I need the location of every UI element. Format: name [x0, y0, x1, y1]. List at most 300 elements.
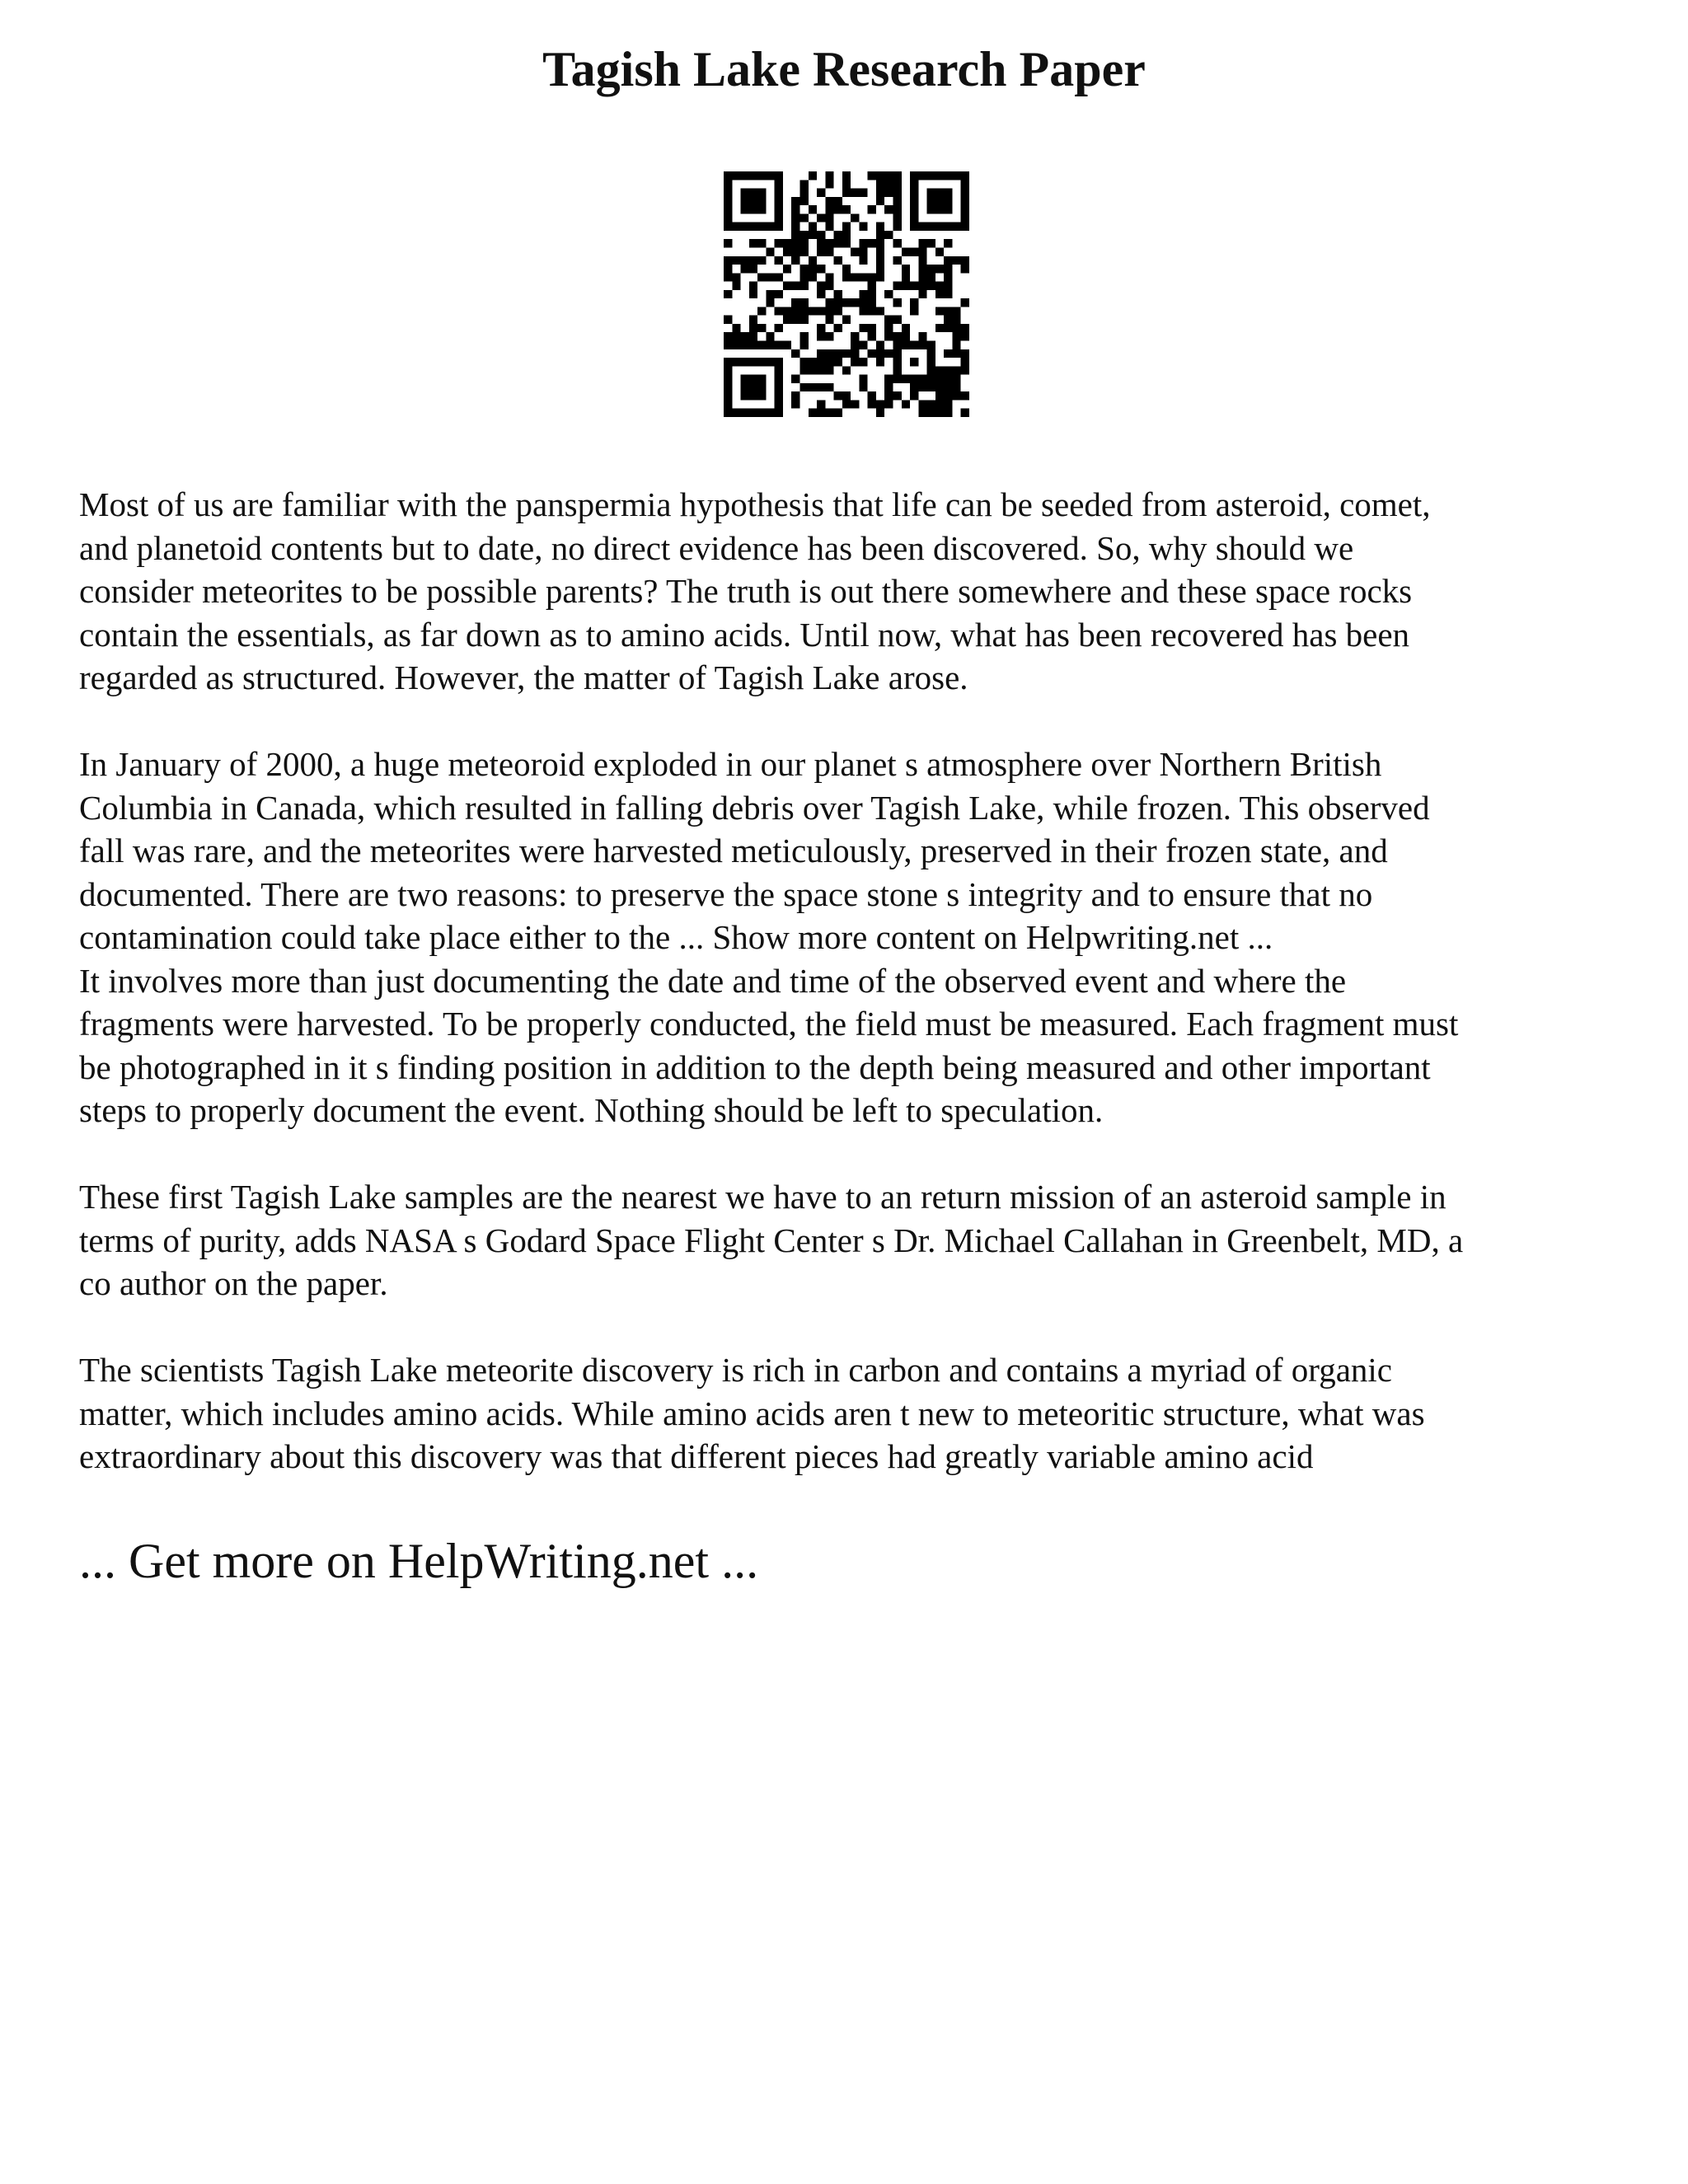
qr-module [876, 341, 884, 349]
text-line: documented. There are two reasons: to preserve the space stone s integrity and to ensure that no [79, 874, 1373, 913]
qr-module [935, 324, 944, 332]
qr-module [825, 366, 833, 374]
qr-module [952, 256, 960, 265]
qr-module [775, 239, 783, 247]
qr-module [757, 273, 766, 281]
qr-module [935, 383, 944, 391]
qr-module [809, 273, 817, 281]
qr-module [859, 375, 867, 383]
qr-module [884, 375, 893, 383]
qr-module [961, 298, 969, 307]
qr-module [842, 391, 851, 400]
qr-module [799, 273, 808, 281]
qr-module [868, 400, 876, 408]
qr-module [809, 171, 817, 180]
qr-module [825, 223, 833, 231]
qr-module [944, 239, 952, 247]
qr-module [834, 349, 842, 358]
qr-module [842, 180, 851, 188]
qr-module [884, 332, 893, 340]
qr-module [859, 223, 867, 231]
qr-module [749, 256, 757, 265]
qr-module [817, 189, 825, 197]
qr-module [859, 247, 867, 255]
qr-module [817, 332, 825, 340]
qr-module [910, 307, 918, 315]
qr-module [783, 239, 791, 247]
qr-module [851, 341, 859, 349]
qr-module [757, 256, 766, 265]
qr-module [741, 256, 749, 265]
qr-module [876, 409, 884, 417]
qr-module [876, 265, 884, 273]
qr-module [817, 307, 825, 315]
qr-module [952, 307, 960, 315]
qr-module [817, 290, 825, 298]
qr-module [876, 256, 884, 265]
text-line: fragments were harvested. To be properly conducted, the field must be measured. Each fragment must [79, 1005, 1459, 1043]
qr-module [749, 332, 757, 340]
qr-module [884, 349, 893, 358]
qr-module [775, 290, 783, 298]
qr-module [961, 409, 969, 417]
qr-module [851, 358, 859, 366]
qr-module [918, 273, 926, 281]
qr-module [952, 316, 960, 324]
qr-module [927, 265, 935, 273]
qr-module [775, 341, 783, 349]
qr-module [935, 409, 944, 417]
qr-module [791, 213, 799, 222]
qr-module [825, 213, 833, 222]
qr-module [842, 171, 851, 180]
qr-module [791, 391, 799, 400]
qr-module [851, 213, 859, 222]
qr-module [859, 239, 867, 247]
qr-module [799, 282, 808, 290]
qr-module [961, 332, 969, 340]
qr-module [952, 349, 960, 358]
qr-module [783, 282, 791, 290]
qr-module [741, 265, 749, 273]
qr-module [834, 409, 842, 417]
text-line: be photographed in it s finding position in addition to the depth being measured and other important [79, 1047, 1431, 1086]
qr-module [799, 358, 808, 366]
qr-module [724, 316, 732, 324]
qr-finder-top-left [724, 171, 783, 231]
qr-module [732, 332, 740, 340]
text-line: The scientists Tagish Lake meteorite discovery is rich in carbon and contains a myriad of organic [79, 1351, 1392, 1389]
qr-module [842, 223, 851, 231]
qr-module [910, 282, 918, 290]
qr-module [893, 282, 902, 290]
qr-module [851, 400, 859, 408]
qr-module [952, 366, 960, 374]
qr-module [842, 189, 851, 197]
get-more-link[interactable]: ... Get more on HelpWriting.net ... [79, 1534, 759, 1588]
qr-module [927, 383, 935, 391]
qr-module [825, 171, 833, 180]
qr-module [893, 205, 902, 213]
qr-module [884, 391, 893, 400]
qr-module [783, 307, 791, 315]
qr-module [859, 189, 867, 197]
qr-module [757, 239, 766, 247]
qr-module [893, 332, 902, 340]
qr-module [791, 375, 799, 383]
qr-module [851, 349, 859, 358]
qr-module [918, 332, 926, 340]
qr-module [842, 349, 851, 358]
qr-module [799, 307, 808, 315]
qr-module [834, 358, 842, 366]
qr-module [935, 247, 944, 255]
text-line: co author on the paper. [79, 1264, 388, 1302]
qr-module [884, 231, 893, 239]
qr-module [927, 239, 935, 247]
qr-module [893, 189, 902, 197]
qr-module [799, 383, 808, 391]
qr-module [817, 349, 825, 358]
qr-module [944, 256, 952, 265]
qr-module [799, 316, 808, 324]
qr-module [817, 213, 825, 222]
qr-module [842, 400, 851, 408]
text-line: Columbia in Canada, which resulted in falling debris over Tagish Lake, while frozen. This observed [79, 788, 1430, 827]
qr-module [799, 298, 808, 307]
qr-module [893, 391, 902, 400]
qr-module [724, 341, 732, 349]
text-line: extraordinary about this discovery was that different pieces had greatly variable amino acid [79, 1437, 1314, 1475]
qr-module [935, 282, 944, 290]
qr-module [944, 383, 952, 391]
qr-module [876, 231, 884, 239]
qr-module [927, 273, 935, 281]
qr-module [834, 307, 842, 315]
qr-module [825, 332, 833, 340]
qr-module [791, 197, 799, 205]
qr-module [766, 247, 774, 255]
qr-finder-bottom-left [724, 358, 783, 417]
qr-module [868, 391, 876, 400]
qr-module [809, 256, 817, 265]
qr-module [952, 324, 960, 332]
qr-module [809, 205, 817, 213]
qr-module [834, 205, 842, 213]
qr-module [935, 375, 944, 383]
qr-module [724, 290, 732, 298]
qr-module [799, 239, 808, 247]
paragraph-gap [79, 1305, 1629, 1349]
qr-module [799, 332, 808, 340]
qr-module [952, 391, 960, 400]
qr-module [893, 197, 902, 205]
qr-module [834, 324, 842, 332]
qr-module [766, 341, 774, 349]
qr-module [817, 247, 825, 255]
qr-module [902, 247, 910, 255]
qr-module [724, 273, 732, 281]
qr-module [918, 400, 926, 408]
qr-module [825, 239, 833, 247]
qr-module [799, 197, 808, 205]
qr-module [876, 358, 884, 366]
text-line: Most of us are familiar with the panspermia hypothesis that life can be seeded from asteroid, comet, [79, 485, 1431, 523]
text-line: contamination could take place either to the ... Show more content on Helpwriting.net ... [79, 918, 1273, 956]
qr-module [791, 282, 799, 290]
qr-module [944, 282, 952, 290]
qr-module [825, 197, 833, 205]
qr-module [961, 256, 969, 265]
paragraph-gap [79, 700, 1629, 743]
qr-module [961, 349, 969, 358]
qr-module [775, 256, 783, 265]
qr-module [918, 247, 926, 255]
qr-module [859, 298, 867, 307]
qr-finder-top-right [910, 171, 969, 231]
qr-module [825, 383, 833, 391]
qr-module [766, 332, 774, 340]
qr-module [825, 247, 833, 255]
qr-module [935, 391, 944, 400]
page-title: Tagish Lake Research Paper [542, 42, 1146, 96]
qr-module [944, 400, 952, 408]
qr-module [910, 298, 918, 307]
text-line: steps to properly document the event. Nothing should be left to speculation. [79, 1091, 1104, 1129]
qr-module [884, 383, 893, 391]
qr-module [741, 332, 749, 340]
qr-module [834, 290, 842, 298]
qr-module [741, 341, 749, 349]
qr-module [893, 298, 902, 307]
qr-module [944, 324, 952, 332]
qr-module [859, 383, 867, 391]
qr-module [825, 282, 833, 290]
qr-code-graphic [724, 171, 969, 417]
qr-module [876, 247, 884, 255]
qr-module [817, 324, 825, 332]
qr-module [825, 316, 833, 324]
qr-module [724, 239, 732, 247]
text-line: It involves more than just documenting the date and time of the observed event and where the [79, 961, 1347, 1000]
text-line: fall was rare, and the meteorites were harvested meticulously, preserved in their frozen state, and [79, 832, 1388, 869]
qr-module [817, 400, 825, 408]
qr-module [791, 247, 799, 255]
qr-module [809, 409, 817, 417]
qr-module [910, 383, 918, 391]
qr-module [884, 400, 893, 408]
text-line: In January of 2000, a huge meteoroid exploded in our planet s atmosphere over Northern British [79, 745, 1382, 783]
qr-module [927, 282, 935, 290]
qr-module [876, 223, 884, 231]
qr-module [749, 265, 757, 273]
qr-module [876, 180, 884, 188]
qr-module [809, 366, 817, 374]
qr-module [935, 307, 944, 315]
qr-module [799, 366, 808, 374]
qr-module [851, 273, 859, 281]
qr-module [799, 213, 808, 222]
qr-module [834, 298, 842, 307]
qr-module [952, 383, 960, 391]
qr-module [783, 265, 791, 273]
text-line: matter, which includes amino acids. While amino acids aren t new to meteoritic structure, what was [79, 1394, 1425, 1432]
qr-module [757, 341, 766, 349]
qr-module [902, 332, 910, 340]
qr-module [775, 307, 783, 315]
qr-alignment [910, 358, 918, 366]
qr-module [910, 391, 918, 400]
qr-module [918, 409, 926, 417]
qr-module [791, 239, 799, 247]
text-line: contain the essentials, as far down as to amino acids. Until now, what has been recovered has been [79, 615, 1410, 654]
qr-module [918, 383, 926, 391]
qr-module [757, 324, 766, 332]
qr-module [732, 273, 740, 281]
qr-module [825, 205, 833, 213]
qr-module [868, 324, 876, 332]
qr-module [868, 282, 876, 290]
qr-module [944, 375, 952, 383]
qr-module [935, 265, 944, 273]
qr-module [944, 409, 952, 417]
qr-module [817, 282, 825, 290]
qr-module [775, 324, 783, 332]
qr-module [884, 180, 893, 188]
qr-module [825, 358, 833, 366]
qr-module [902, 324, 910, 332]
qr-module [724, 332, 732, 340]
qr-module [918, 239, 926, 247]
qr-module [893, 171, 902, 180]
qr-module [961, 358, 969, 366]
qr-module [732, 282, 740, 290]
qr-module [732, 341, 740, 349]
qr-module [902, 400, 910, 408]
qr-module [884, 290, 893, 298]
qr-module [842, 298, 851, 307]
qr-module [809, 358, 817, 366]
qr-module [961, 324, 969, 332]
qr-module [817, 409, 825, 417]
qr-module [834, 256, 842, 265]
qr-module [859, 307, 867, 315]
qr-module [749, 290, 757, 298]
qr-module [868, 349, 876, 358]
qr-module [851, 189, 859, 197]
qr-module [944, 316, 952, 324]
qr-module [842, 265, 851, 273]
qr-module [799, 180, 808, 188]
qr-module [918, 290, 926, 298]
qr-module [868, 205, 876, 213]
qr-module [834, 231, 842, 239]
qr-module [749, 282, 757, 290]
qr-module [791, 256, 799, 265]
qr-module [884, 316, 893, 324]
qr-module [842, 366, 851, 374]
qr-module [876, 400, 884, 408]
qr-module [799, 231, 808, 239]
qr-module [851, 298, 859, 307]
qr-module [834, 197, 842, 205]
qr-module [842, 273, 851, 281]
qr-module [961, 391, 969, 400]
qr-module [876, 307, 884, 315]
qr-module [749, 324, 757, 332]
qr-module [834, 391, 842, 400]
qr-module [724, 265, 732, 273]
qr-module [851, 332, 859, 340]
qr-module [935, 400, 944, 408]
paragraph-3 [79, 1175, 1629, 1305]
qr-module [902, 265, 910, 273]
qr-module [775, 273, 783, 281]
text-line: and planetoid contents but to date, no direct evidence has been discovered. So, why should we [79, 528, 1354, 567]
qr-module [809, 223, 817, 231]
qr-module [935, 290, 944, 298]
qr-module [884, 205, 893, 213]
qr-module [859, 324, 867, 332]
qr-module [799, 265, 808, 273]
qr-module [791, 316, 799, 324]
qr-module [884, 189, 893, 197]
qr-module [893, 239, 902, 247]
qr-module [783, 341, 791, 349]
qr-module [876, 239, 884, 247]
qr-module [766, 273, 774, 281]
paragraph-1 [79, 483, 1629, 700]
qr-module [868, 298, 876, 307]
qr-module [791, 307, 799, 315]
qr-module [825, 298, 833, 307]
qr-module [868, 239, 876, 247]
qr-module [766, 290, 774, 298]
qr-module [783, 316, 791, 324]
qr-module [944, 366, 952, 374]
text-line: consider meteorites to be possible parents? The truth is out there somewhere and these space rocks [79, 572, 1413, 610]
qr-module [893, 213, 902, 222]
qr-module [893, 223, 902, 231]
qr-module [825, 273, 833, 281]
qr-module [868, 332, 876, 340]
qr-module [791, 205, 799, 213]
qr-module [842, 205, 851, 213]
qr-module [791, 298, 799, 307]
qr-module [817, 265, 825, 273]
qr-module [884, 324, 893, 332]
qr-module [766, 298, 774, 307]
qr-module [825, 409, 833, 417]
qr-module [876, 197, 884, 205]
qr-module [935, 366, 944, 374]
qr-module [732, 256, 740, 265]
qr-module [944, 290, 952, 298]
qr-module [809, 231, 817, 239]
qr-module [851, 247, 859, 255]
qr-module [724, 256, 732, 265]
qr-module [799, 247, 808, 255]
qr-module [918, 282, 926, 290]
qr-module [859, 341, 867, 349]
qr-module [868, 273, 876, 281]
qr-module [825, 180, 833, 188]
qr-module [893, 316, 902, 324]
qr-module [757, 307, 766, 315]
qr-module [842, 239, 851, 247]
qr-module [893, 180, 902, 188]
qr-module [868, 307, 876, 315]
